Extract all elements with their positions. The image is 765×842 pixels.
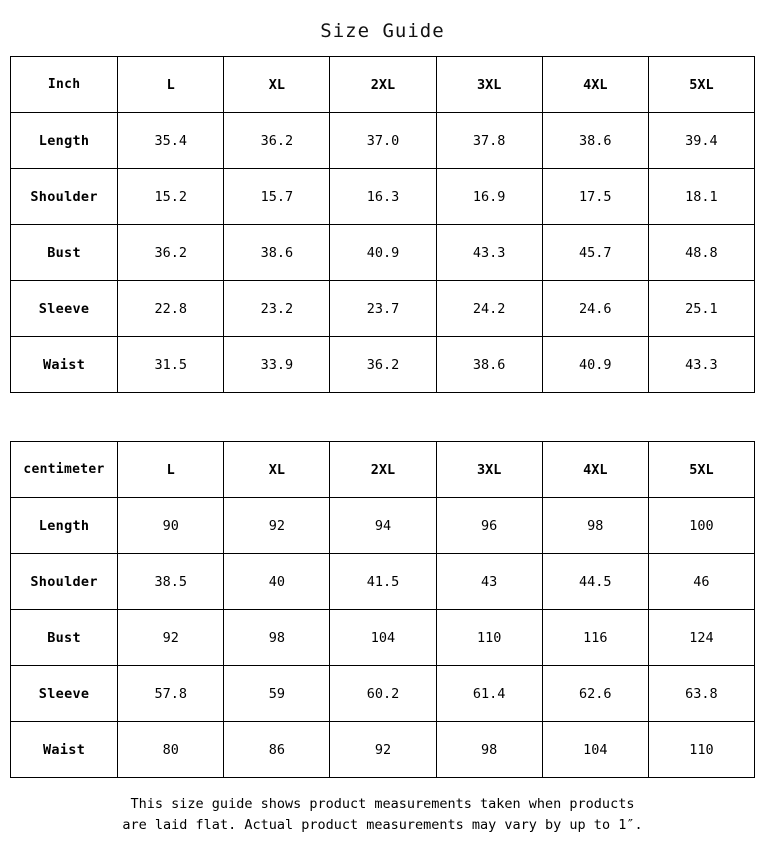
measurement-value: 116 bbox=[542, 610, 648, 666]
measurement-value: 23.2 bbox=[224, 281, 330, 337]
measurement-label: Length bbox=[11, 498, 118, 554]
measurement-value: 36.2 bbox=[330, 337, 436, 393]
measurement-label: Shoulder bbox=[11, 169, 118, 225]
measurement-value: 62.6 bbox=[542, 666, 648, 722]
measurement-value: 100 bbox=[648, 498, 754, 554]
size-header: 2XL bbox=[330, 442, 436, 498]
measurement-value: 44.5 bbox=[542, 554, 648, 610]
measurement-label: Bust bbox=[11, 610, 118, 666]
measurement-value: 16.9 bbox=[436, 169, 542, 225]
size-header: XL bbox=[224, 57, 330, 113]
page-title: Size Guide bbox=[320, 20, 445, 42]
size-header: L bbox=[118, 57, 224, 113]
measurement-value: 59 bbox=[224, 666, 330, 722]
measurement-value: 39.4 bbox=[648, 113, 754, 169]
measurement-value: 37.0 bbox=[330, 113, 436, 169]
measurement-value: 98 bbox=[436, 722, 542, 778]
measurement-value: 36.2 bbox=[118, 225, 224, 281]
measurement-value: 104 bbox=[330, 610, 436, 666]
measurement-label: Sleeve bbox=[11, 666, 118, 722]
table-row bbox=[11, 169, 755, 225]
measurement-value: 48.8 bbox=[648, 225, 754, 281]
size-header: 5XL bbox=[648, 57, 754, 113]
measurement-value: 16.3 bbox=[330, 169, 436, 225]
table-row bbox=[11, 610, 755, 666]
measurement-value: 46 bbox=[648, 554, 754, 610]
measurement-value: 104 bbox=[542, 722, 648, 778]
unit-header-centimeter: centimeter bbox=[11, 442, 118, 498]
measurement-value: 23.7 bbox=[330, 281, 436, 337]
measurement-value: 98 bbox=[542, 498, 648, 554]
measurement-value: 86 bbox=[224, 722, 330, 778]
measurement-label: Waist bbox=[11, 722, 118, 778]
measurement-value: 24.6 bbox=[542, 281, 648, 337]
measurement-value: 60.2 bbox=[330, 666, 436, 722]
measurement-value: 17.5 bbox=[542, 169, 648, 225]
size-header: 2XL bbox=[330, 57, 436, 113]
size-header: L bbox=[118, 442, 224, 498]
size-table-inch bbox=[10, 56, 755, 393]
table-row bbox=[11, 498, 755, 554]
measurement-value: 15.2 bbox=[118, 169, 224, 225]
footnote-line-1: This size guide shows product measurements taken when products bbox=[130, 796, 635, 812]
table-separator bbox=[0, 393, 765, 441]
measurement-value: 35.4 bbox=[118, 113, 224, 169]
measurement-label: Bust bbox=[11, 225, 118, 281]
size-header: 5XL bbox=[648, 442, 754, 498]
measurement-value: 40.9 bbox=[542, 337, 648, 393]
measurement-value: 94 bbox=[330, 498, 436, 554]
size-header: 4XL bbox=[542, 442, 648, 498]
measurement-value: 124 bbox=[648, 610, 754, 666]
measurement-value: 38.6 bbox=[436, 337, 542, 393]
table-header-row bbox=[11, 57, 755, 113]
measurement-value: 38.6 bbox=[224, 225, 330, 281]
measurement-value: 22.8 bbox=[118, 281, 224, 337]
footnote-line-2: are laid flat. Actual product measurements may vary by up to 1″. bbox=[122, 816, 643, 833]
measurement-value: 110 bbox=[436, 610, 542, 666]
measurement-value: 57.8 bbox=[118, 666, 224, 722]
table-row bbox=[11, 337, 755, 393]
measurement-value: 40.9 bbox=[330, 225, 436, 281]
measurement-value: 92 bbox=[118, 610, 224, 666]
table-row bbox=[11, 281, 755, 337]
measurement-value: 25.1 bbox=[648, 281, 754, 337]
measurement-value: 41.5 bbox=[330, 554, 436, 610]
measurement-label: Length bbox=[11, 113, 118, 169]
table-row bbox=[11, 113, 755, 169]
measurement-label: Sleeve bbox=[11, 281, 118, 337]
measurement-value: 98 bbox=[224, 610, 330, 666]
table-header-row bbox=[11, 442, 755, 498]
footnote bbox=[0, 794, 765, 836]
table-row bbox=[11, 666, 755, 722]
measurement-value: 43 bbox=[436, 554, 542, 610]
unit-header-inch: Inch bbox=[11, 57, 118, 113]
measurement-value: 43.3 bbox=[436, 225, 542, 281]
measurement-label: Waist bbox=[11, 337, 118, 393]
measurement-value: 36.2 bbox=[224, 113, 330, 169]
measurement-value: 96 bbox=[436, 498, 542, 554]
measurement-label: Shoulder bbox=[11, 554, 118, 610]
size-header: 3XL bbox=[436, 442, 542, 498]
measurement-value: 31.5 bbox=[118, 337, 224, 393]
table-row bbox=[11, 225, 755, 281]
table-row bbox=[11, 722, 755, 778]
measurement-value: 15.7 bbox=[224, 169, 330, 225]
measurement-value: 45.7 bbox=[542, 225, 648, 281]
measurement-value: 43.3 bbox=[648, 337, 754, 393]
measurement-value: 92 bbox=[330, 722, 436, 778]
size-header: 3XL bbox=[436, 57, 542, 113]
measurement-value: 110 bbox=[648, 722, 754, 778]
measurement-value: 37.8 bbox=[436, 113, 542, 169]
measurement-value: 33.9 bbox=[224, 337, 330, 393]
measurement-value: 40 bbox=[224, 554, 330, 610]
measurement-value: 61.4 bbox=[436, 666, 542, 722]
measurement-value: 80 bbox=[118, 722, 224, 778]
measurement-value: 92 bbox=[224, 498, 330, 554]
measurement-value: 38.6 bbox=[542, 113, 648, 169]
size-table-centimeter bbox=[10, 441, 755, 778]
size-header: XL bbox=[224, 442, 330, 498]
measurement-value: 63.8 bbox=[648, 666, 754, 722]
measurement-value: 18.1 bbox=[648, 169, 754, 225]
measurement-value: 90 bbox=[118, 498, 224, 554]
size-header: 4XL bbox=[542, 57, 648, 113]
measurement-value: 24.2 bbox=[436, 281, 542, 337]
measurement-value: 38.5 bbox=[118, 554, 224, 610]
table-row bbox=[11, 554, 755, 610]
